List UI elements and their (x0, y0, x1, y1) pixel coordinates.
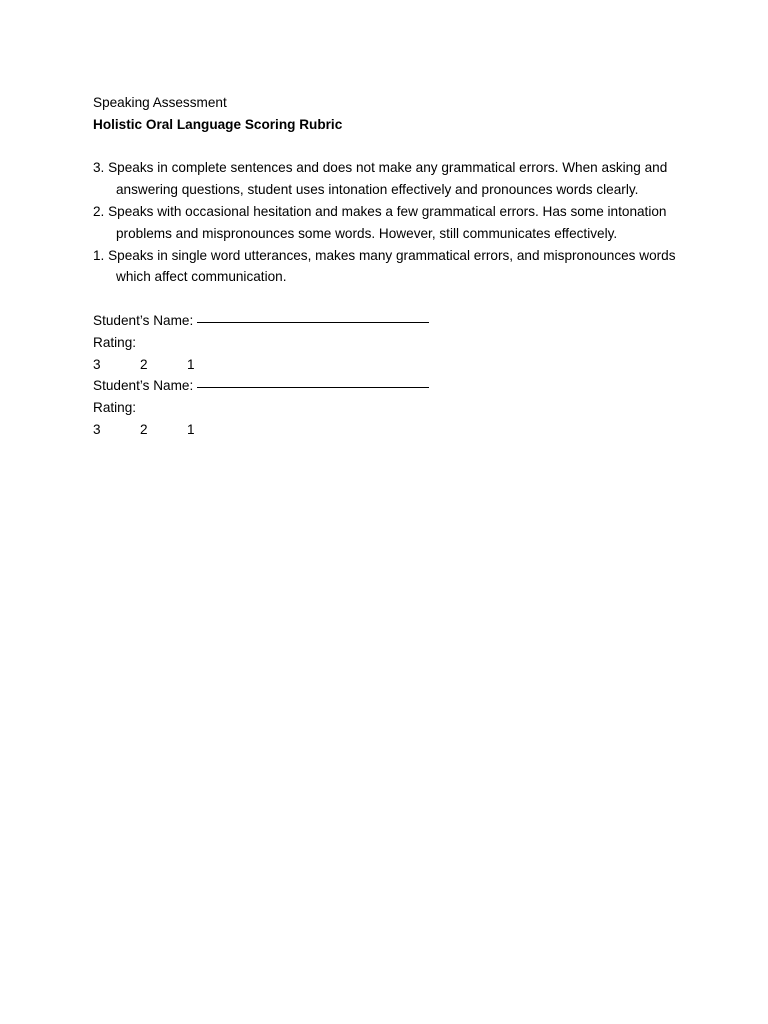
document-page (93, 92, 683, 441)
rubric-level-2: 2. Speaks with occasional hesitation and makes a few grammatical errors. Has some intonation problems and mispronounces some words. However, still communicates effectively. (93, 203, 667, 241)
student-name-row-1 (93, 310, 683, 332)
student-name-label: Student’s Name: (93, 378, 194, 394)
student-name-field[interactable] (197, 373, 429, 388)
rubric-heading: Holistic Oral Language Scoring Rubric (93, 116, 343, 132)
rubric-level-1: 1. Speaks in single word utterances, makes many grammatical errors, and mispronounces words which affect communication. (93, 247, 676, 285)
rating-option-2[interactable]: 2 (140, 356, 148, 372)
rating-label: Rating: (93, 400, 137, 416)
document-title: Speaking Assessment (93, 95, 227, 110)
rating-option-1[interactable]: 1 (187, 421, 195, 437)
student-name-label: Student’s Name: (93, 312, 194, 328)
rating-option-3[interactable]: 3 (93, 421, 101, 437)
rating-option-3[interactable]: 3 (93, 356, 101, 372)
rating-option-2[interactable]: 2 (140, 421, 148, 437)
spacer (93, 288, 683, 310)
student-name-row-2 (93, 375, 683, 397)
student-name-field[interactable] (197, 308, 429, 323)
rating-options-2 (93, 419, 683, 441)
rating-label: Rating: (93, 334, 137, 350)
rubric-level-3: 3. Speaks in complete sentences and does not make any grammatical errors. When asking and answering questions, student uses intonation effectively and pronounces words clearly. (93, 160, 668, 198)
spacer (93, 136, 683, 158)
rating-options-1 (93, 354, 683, 376)
rating-option-1[interactable]: 1 (187, 356, 195, 372)
